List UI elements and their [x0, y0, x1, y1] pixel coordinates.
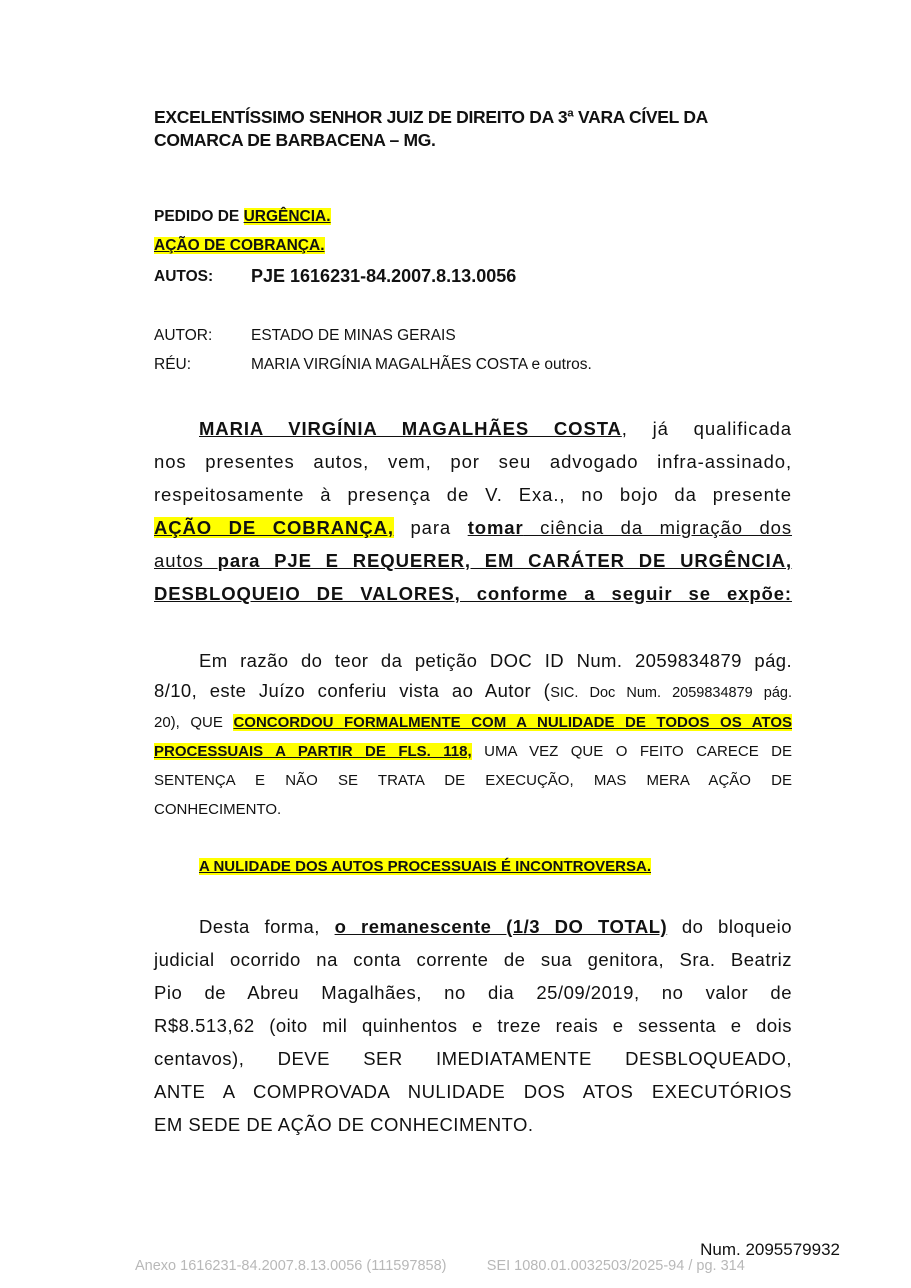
autos-number: PJE 1616231-84.2007.8.13.0056 — [251, 266, 517, 286]
desbloqueio-line-6: ANTE A COMPROVADA NULIDADE DOS ATOS EXECUTÓRIOS — [154, 1081, 792, 1102]
nulidade-line-1 — [154, 646, 792, 676]
intro-text-7: para PJE E REQUERER, EM CARÁTER DE URGÊNCIA, — [217, 550, 793, 571]
intro-line-1 — [154, 412, 792, 445]
paragraph-desbloqueio — [154, 910, 792, 1141]
reu-label: RÉU: — [154, 356, 192, 373]
reu-value: MARIA VIRGÍNIA MAGALHÃES COSTA e outros. — [251, 356, 592, 373]
nulidade-text-4: 20), QUE — [154, 714, 234, 731]
addressee-line-1: EXCELENTÍSSIMO SENHOR JUIZ DE DIREITO DA 3ª VARA CÍVEL DA — [154, 107, 708, 127]
stamp-right: SEI 1080.01.0032503/2025-94 / pg. 314 — [486, 1258, 745, 1274]
nulidade-line-4 — [154, 737, 792, 766]
nulidade-statement-text: A NULIDADE DOS AUTOS PROCESSUAIS É INCONTROVERSA. — [199, 858, 651, 875]
intro-text-5: ciência da migração dos — [523, 517, 792, 538]
desbloqueio-text-1: Desta forma, — [199, 916, 335, 937]
nulidade-line-6: CONHECIMENTO. — [154, 801, 282, 818]
intro-line-2: nos presentes autos, vem, por seu advogado infra-assinado, — [154, 451, 792, 472]
nulidade-text-5: UMA VEZ QUE O FEITO CARECE DE — [471, 743, 792, 760]
nulidade-text-3: SIC. Doc Num. 2059834879 pág. — [550, 685, 793, 701]
desbloqueio-line-3: Pio de Abreu Magalhães, no dia 25/09/2019, no valor de — [154, 982, 792, 1003]
autor-value: ESTADO DE MINAS GERAIS — [251, 327, 456, 344]
paragraph-intro — [154, 412, 792, 610]
intro-line-4 — [154, 511, 792, 544]
autos-label: AUTOS: — [154, 268, 214, 285]
nulidade-line-3 — [154, 708, 792, 737]
sei-stamp — [135, 1258, 745, 1274]
action-type-label: AÇÃO DE COBRANÇA. — [154, 237, 325, 254]
autor-label: AUTOR: — [154, 327, 213, 344]
nulidade-line-2 — [154, 676, 792, 708]
nulidade-text-2: 8/10, este Juízo conferiu vista ao Autor ( — [154, 680, 551, 701]
nulidade-line-5: SENTENÇA E NÃO SE TRATA DE EXECUÇÃO, MAS MERA AÇÃO DE — [154, 772, 792, 789]
intro-line-3: respeitosamente à presença de V. Exa., no bojo da presente — [154, 484, 792, 505]
stamp-left: Anexo 1616231-84.2007.8.13.0056 (111597858) — [135, 1258, 447, 1274]
addressee-line-2: COMARCA DE BARBACENA – MG. — [154, 130, 436, 150]
intro-text-4: para — [393, 517, 468, 538]
party-name: MARIA VIRGÍNIA MAGALHÃES COSTA — [199, 418, 622, 439]
intro-text-6: autos — [154, 550, 218, 571]
nulidade-statement — [199, 858, 651, 875]
action-highlight: AÇÃO DE COBRANÇA, — [154, 517, 394, 538]
nulidade-text-1: Em razão do teor da petição DOC ID Num. 2059834879 pág. — [199, 650, 792, 671]
addressee-heading — [154, 106, 794, 152]
desbloqueio-text-2: do bloqueio — [667, 916, 793, 937]
nulidade-highlight-1: CONCORDOU FORMALMENTE COM A NULIDADE DE TODOS OS ATOS — [233, 714, 792, 731]
desbloqueio-line-5: centavos), DEVE SER IMEDIATAMENTE DESBLOQUEADO, — [154, 1048, 792, 1069]
urgency-prefix: PEDIDO DE — [154, 208, 244, 225]
intro-text-1: , já qualificada — [621, 418, 792, 439]
nulidade-highlight-2: PROCESSUAIS A PARTIR DE FLS. 118, — [154, 743, 472, 760]
desbloqueio-line-4: R$8.513,62 (oito mil quinhentos e treze reais e sessenta e dois — [154, 1015, 792, 1036]
desbloqueio-line-2: judicial ocorrido na conta corrente de sua genitora, Sra. Beatriz — [154, 949, 792, 970]
urgency-request — [154, 208, 331, 226]
desbloqueio-line-1 — [154, 910, 792, 943]
tomar-word: tomar — [467, 517, 524, 538]
desbloqueio-line-7: EM SEDE DE AÇÃO DE CONHECIMENTO. — [154, 1114, 534, 1135]
action-type — [154, 237, 325, 255]
urgency-highlight: URGÊNCIA. — [243, 208, 331, 225]
remanescente-bold: o remanescente (1/3 DO TOTAL) — [334, 916, 668, 937]
intro-line-6: DESBLOQUEIO DE VALORES, conforme a seguir se expõe: — [154, 583, 792, 604]
intro-line-5 — [154, 544, 792, 577]
paragraph-nulidade — [154, 646, 792, 824]
document-number: Num. 2095579932 — [700, 1240, 840, 1259]
